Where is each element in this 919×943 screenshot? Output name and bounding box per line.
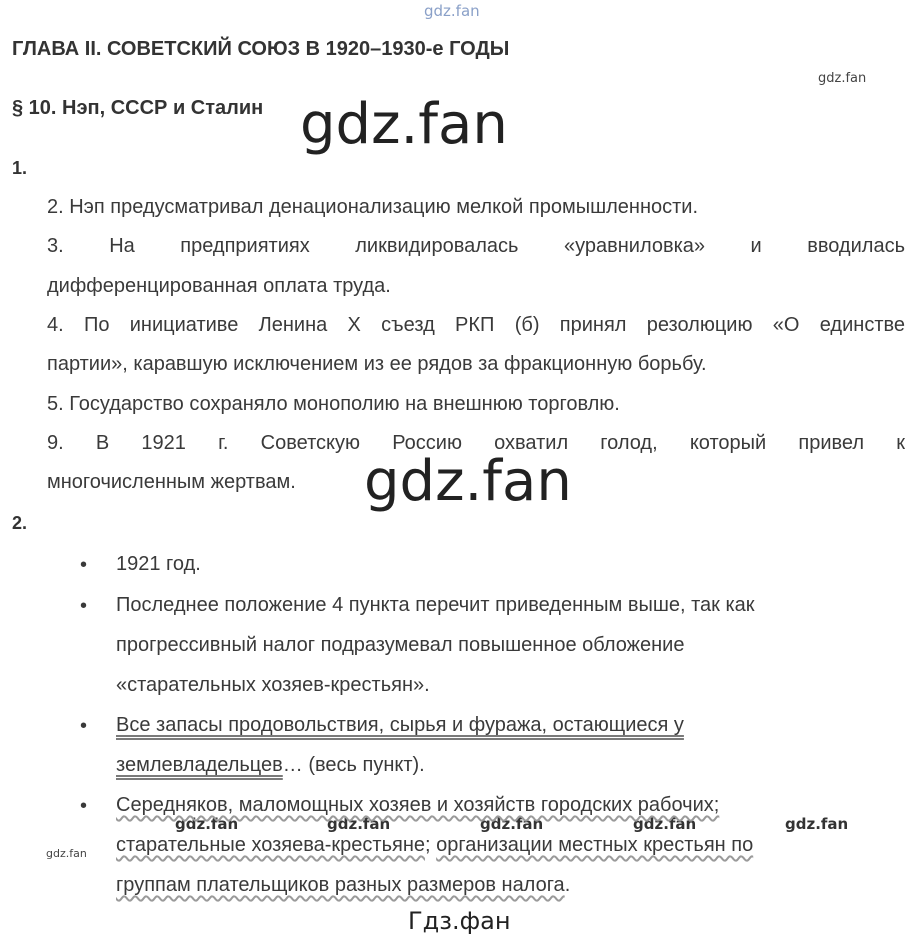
highlighted-phrase: организации местных крестьян по — [436, 834, 754, 856]
answer-item: 3. На предприятиях ликвидировалась «уравниловка» и вводилась — [47, 235, 905, 257]
bullet-item — [116, 585, 906, 705]
watermark-right: gdz.fan — [818, 71, 867, 86]
section-title: § 10. Нэп, СССР и Сталин — [12, 97, 264, 119]
answer-item: 9. В 1921 г. Советскую Россию охватил голод, который привел к — [47, 432, 905, 454]
watermark-row: gdz.fan — [785, 815, 849, 833]
bullet-line: «старательных хозяев-крестьян». — [116, 674, 430, 696]
bullet-text: ; — [425, 834, 437, 856]
highlighted-phrase: старательные хозяева-крестьяне — [116, 834, 426, 856]
chapter-title: ГЛАВА II. СОВЕТСКИЙ СОЮЗ В 1920–1930-е ГОДЫ — [12, 38, 510, 60]
bullet-line: Середняков, маломощных хозяев и хозяйств городских рабочих; — [116, 794, 720, 816]
watermark-top: gdz.fan — [424, 2, 480, 20]
answer-item: 4. По инициативе Ленина X съезд РКП (б) принял резолюцию «О единстве — [47, 314, 905, 336]
task-number: 1. — [12, 158, 28, 178]
bullet-line — [116, 865, 906, 905]
answer-item: 2. Нэп предусматривал денационализацию мелкой промышленности. — [47, 196, 699, 218]
bullet-line — [116, 825, 906, 865]
highlighted-phrase: группам плательщиков разных размеров налога — [116, 874, 565, 896]
bullet-text: … (весь пункт). — [282, 754, 425, 776]
answer-item-continuation: многочисленным жертвам. — [47, 471, 296, 493]
bullet-line: Все запасы продовольствия, сырья и фуража, остающиеся у — [116, 714, 684, 736]
watermark-row: gdz.fan — [327, 815, 391, 833]
bullet-icon: • — [80, 595, 88, 617]
watermark-big: gdz.fan — [300, 92, 508, 157]
highlighted-phrase: землевладельцев — [116, 754, 283, 776]
watermark-row: gdz.fan — [633, 815, 697, 833]
answer-item-continuation: партии», каравшую исключением из ее рядов за фракционную борьбу. — [47, 353, 707, 375]
watermark-row: gdz.fan — [175, 815, 239, 833]
bullet-item — [116, 785, 906, 905]
bullet-text: . — [564, 874, 571, 896]
bullet-icon: • — [80, 795, 88, 817]
bullet-line: Последнее положение 4 пункта перечит приведенным выше, так как — [116, 594, 755, 616]
bullet-icon: • — [80, 554, 88, 576]
answer-item: 5. Государство сохраняло монополию на внешнюю торговлю. — [47, 393, 620, 415]
bullet-line: 1921 год. — [116, 553, 201, 575]
watermark-big: gdz.fan — [364, 449, 572, 514]
bullet-item — [116, 705, 906, 785]
bullet-item — [116, 544, 906, 584]
bullet-line — [116, 745, 906, 785]
bullet-icon: • — [80, 715, 88, 737]
task-number: 2. — [12, 513, 28, 533]
watermark-row: gdz.fan — [480, 815, 544, 833]
bullet-line: прогрессивный налог подразумевал повышенное обложение — [116, 634, 685, 656]
watermark-left-small: gdz.fan — [46, 847, 87, 860]
watermark-bottom: Гдз.фан — [408, 907, 511, 935]
answer-item-continuation: дифференцированная оплата труда. — [47, 275, 391, 297]
